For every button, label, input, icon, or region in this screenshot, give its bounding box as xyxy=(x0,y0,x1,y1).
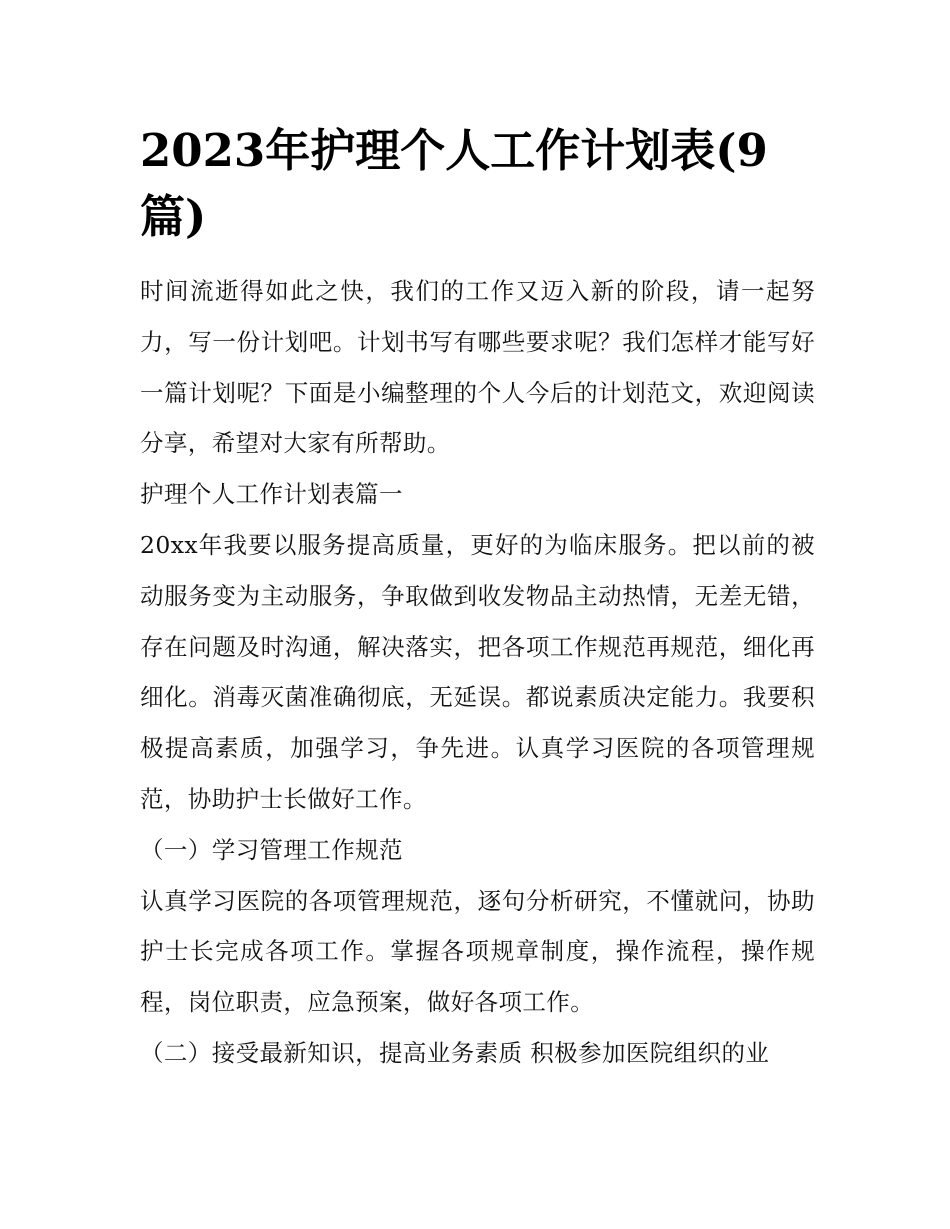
subsection-heading-two: （二）接受最新知识，提高业务素质 积极参加医院组织的业 xyxy=(140,1038,770,1067)
body-paragraph: 认真学习医院的各项管理规范，逐句分析研究，不懂就问，协助护士长完成各项工作。掌握各项规章制度，操作流程，操作规程，岗位职责，应急预案，做好各项工作。 xyxy=(140,886,815,1017)
body-paragraph: 20xx年我要以服务提高质量，更好的为临床服务。把以前的被动服务变为主动服务，争取做到收发物品主动热情，无差无错，存在问题及时沟通，解决落实，把各项工作规范再规范，细化再细化。消毒灭菌准确彻底，无延误。都说素质决定能力。我要积极提高素质，加强学习，争先进。认真学习医院的各项管理规范，协助护士长做好工作。 xyxy=(140,530,815,813)
intro-paragraph: 时间流逝得如此之快，我们的工作又迈入新的阶段，请一起努力，写一份计划吧。计划书写有哪些要求呢？我们怎样才能写好一篇计划呢？下面是小编整理的个人今后的计划范文，欢迎阅读分享，希望对大家有所帮助。 xyxy=(140,277,815,458)
section-heading-part-one: 护理个人工作计划表篇一 xyxy=(140,480,403,509)
subsection-heading-one: （一）学习管理工作规范 xyxy=(140,835,403,864)
document-title: 2023年护理个人工作计划表(9篇) xyxy=(140,124,768,243)
document-body xyxy=(140,118,815,1079)
